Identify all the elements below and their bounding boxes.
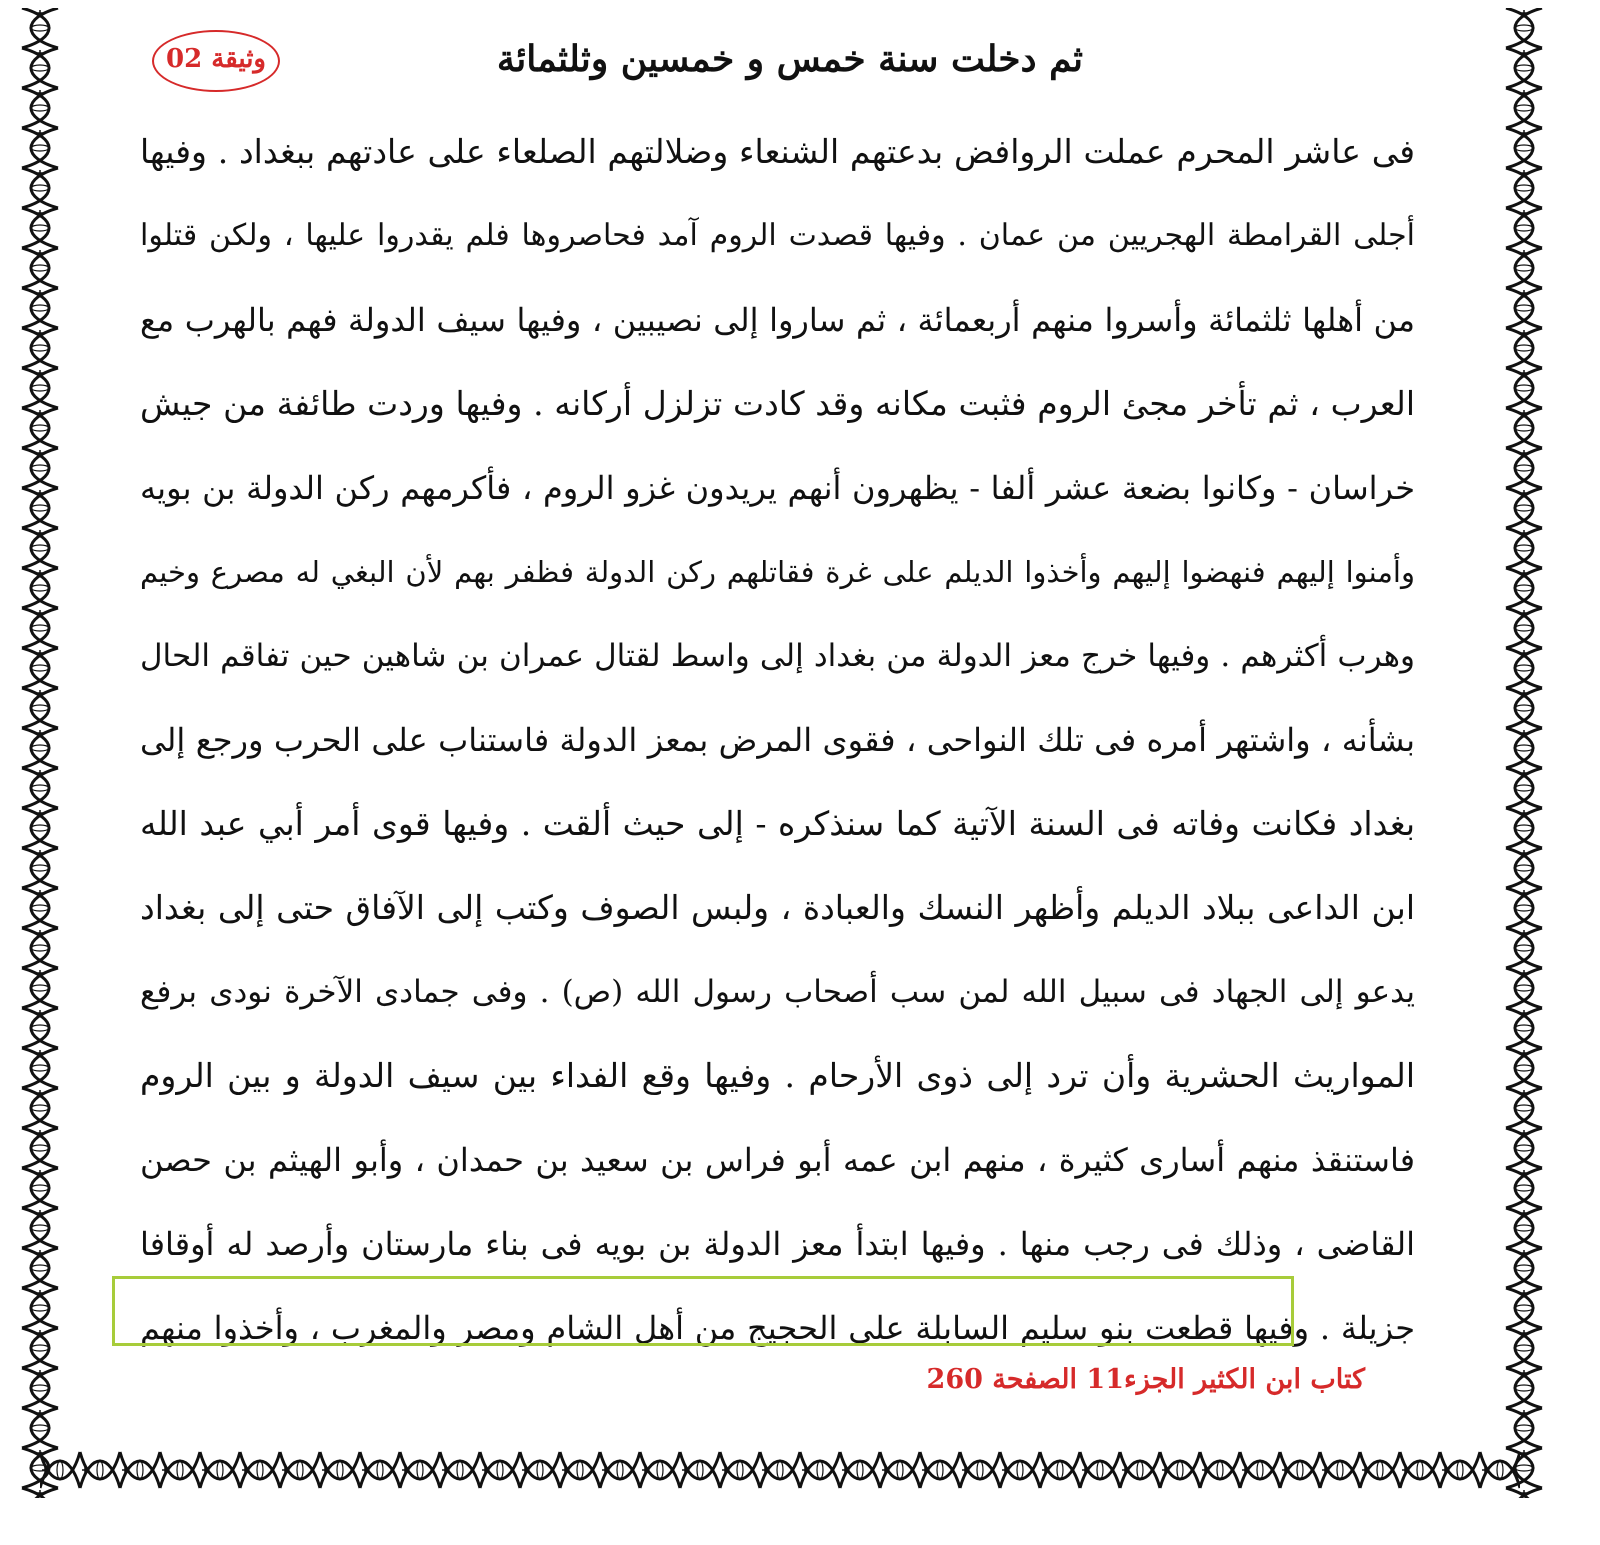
text-line-14: القاضى ، وذلك فى رجب منها . وفيها ابتدأ معز الدولة بن بويه فى بناء مارستان وأرصد له أوقافا bbox=[140, 1225, 1415, 1263]
text-line-5: خراسان - وكانوا بضعة عشر ألفا - يظهرون أنهم يريدون غزو الروم ، فأكرمهم ركن الدولة بن بويه bbox=[140, 469, 1415, 507]
text-line-9: بغداد فكانت وفاته فى السنة الآتية كما سنذكره - إلى حيث ألقت . وفيها قوى أمر أبي عبد الله bbox=[140, 804, 1415, 843]
text-line-2: أجلى القرامطة الهجريين من عمان . وفيها قصدت الروم آمد فحاصروها فلم يقدروا عليها ، ولكن قتلوا bbox=[140, 218, 1415, 253]
text-line-4: العرب ، ثم تأخر مجئ الروم فثبت مكانه وقد كادت تزلزل أركانه . وفيها وردت طائفة من جيش bbox=[140, 384, 1415, 423]
bottom-ornamental-border bbox=[40, 1448, 1520, 1492]
text-line-6: وأمنوا إليهم فنهضوا إليهم وأخذوا الديلم على غرة فقاتلهم ركن الدولة فظفر بهم لأن البغي له مصرع وخيم bbox=[140, 555, 1415, 589]
text-line-11: يدعو إلى الجهاد فى سبيل الله لمن سب أصحاب رسول الله (ص) . وفى جمادى الآخرة نودى برفع bbox=[140, 974, 1415, 1010]
left-ornamental-border bbox=[18, 8, 62, 1498]
text-line-1: فى عاشر المحرم عملت الروافض بدعتهم الشنعاء وضلالتهم الصلعاء على عادتهم ببغداد . وفيها bbox=[140, 132, 1415, 171]
document-number-stamp bbox=[152, 30, 280, 92]
text-line-10: ابن الداعى ببلاد الديلم وأظهر النسك والعبادة ، ولبس الصوف وكتب إلى الآفاق حتى إلى بغداد bbox=[140, 888, 1415, 927]
text-line-8: بشأنه ، واشتهر أمره فى تلك النواحى ، فقوى المرض بمعز الدولة فاستناب على الحرب ورجع إلى bbox=[140, 721, 1415, 759]
text-line-3: من أهلها ثلثمائة وأسروا منهم أربعمائة ، ثم ساروا إلى نصيبين ، وفيها سيف الدولة فهم بالهرب مع bbox=[140, 301, 1415, 339]
stamp-label: وثيقة 02 bbox=[166, 44, 266, 74]
document-body bbox=[140, 110, 1415, 1370]
text-line-7: وهرب أكثرهم . وفيها خرج معز الدولة من بغداد إلى واسط لقتال عمران بن شاهين حين تفاقم الحال bbox=[140, 638, 1415, 674]
right-ornamental-border bbox=[1502, 8, 1546, 1498]
source-citation: كتاب ابن الكثير الجزء11 الصفحة 260 bbox=[926, 1364, 1365, 1395]
text-line-12: المواريث الحشرية وأن ترد إلى ذوى الأرحام . وفيها وقع الفداء بين سيف الدولة و بين الروم bbox=[140, 1056, 1415, 1095]
text-line-13: فاستنقذ منهم أسارى كثيرة ، منهم ابن عمه أبو فراس بن سعيد بن حمدان ، وأبو الهيثم بن حصن bbox=[140, 1141, 1415, 1179]
highlighted-passage-box bbox=[112, 1276, 1294, 1346]
text-line-15: جزيلة . وفيها قطعت بنو سليم السابلة على الحجيج من أهل الشام ومصر والمغرب ، وأخذوا منهم bbox=[140, 1309, 1415, 1347]
document-title: ثم دخلت سنة خمس و خمسين وثلثمائة bbox=[496, 38, 1084, 80]
